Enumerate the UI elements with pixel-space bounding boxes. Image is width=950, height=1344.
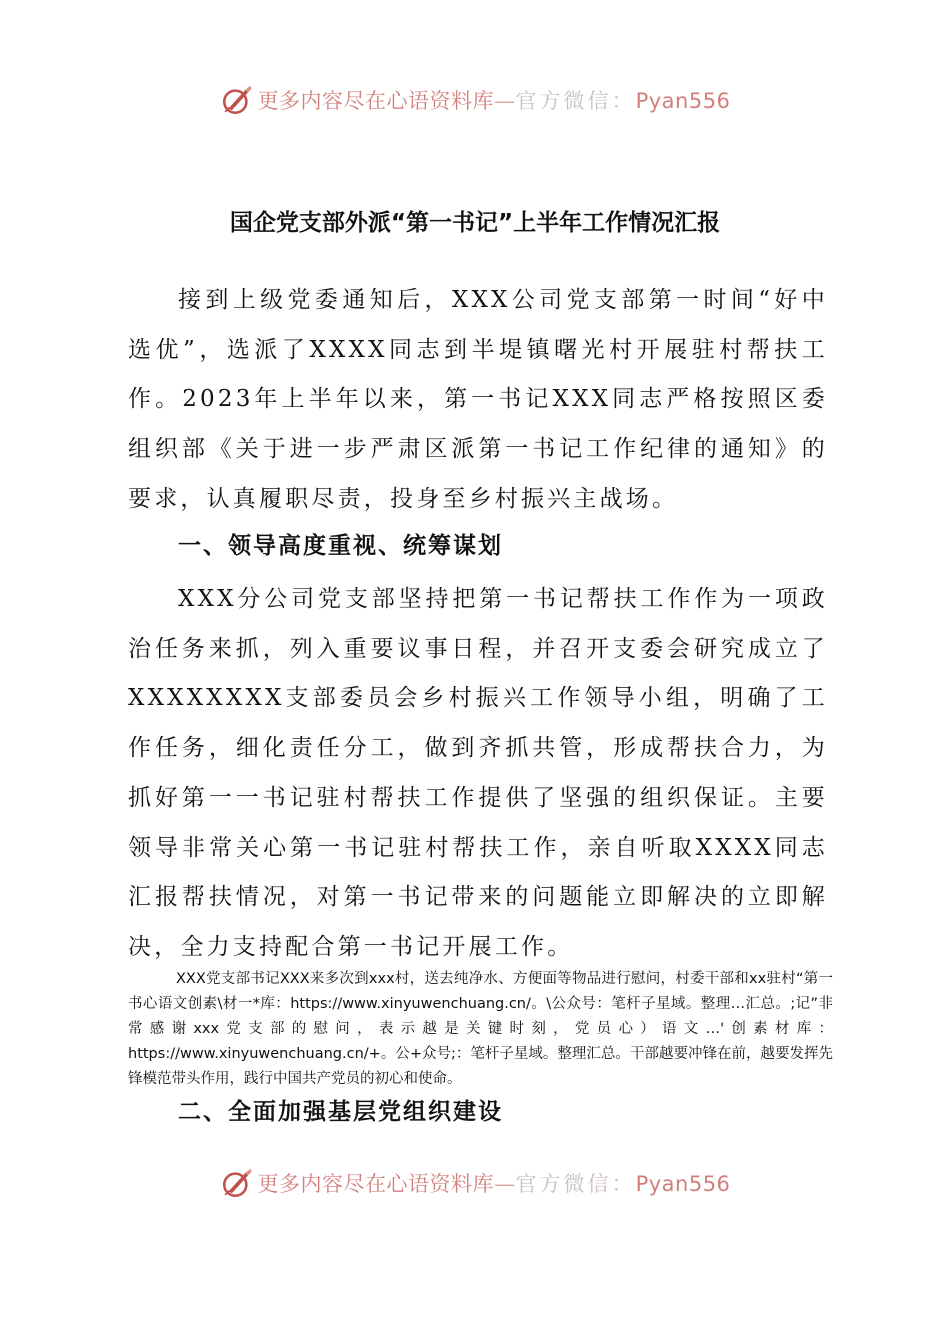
banner-separator: — — [494, 89, 516, 113]
banner-separator: — — [494, 1172, 516, 1196]
banner-text — [258, 85, 731, 115]
document-title: 国企党支部外派“第一书记”上半年工作情况汇报 — [229, 210, 721, 236]
section-heading-2: 二、全面加强基层党组织建设 — [178, 1099, 503, 1125]
banner-official-label: 官方微信： — [515, 89, 636, 113]
small-print-paragraph: XXX党支部书记XXX来多次到xxx村，送去纯净水、方便面等物品进行慰问，村委干部和xx驻村“第一书心语文创素\材一*库：https://www.xinyuwenchuang.cn/。\公众号：笔杆子星域。整理…汇总。;记”非常感谢xxx党支部的慰问，表示越是关键时刻，党员心）语文…'创素材库：https://www.xinyuwenchuang.cn/+。公+众号;：笔杆子星域。整理汇总。干部越要冲锋在前，越要发挥先锋模范带头作用，践行中国共产党员的初心和使命。 — [128, 971, 833, 1087]
header-banner — [0, 80, 950, 120]
quill-pen-logo-icon — [220, 83, 254, 117]
banner-wechat-id: Pyan556 — [635, 89, 731, 113]
banner-text — [258, 1168, 731, 1198]
footer-banner — [0, 1163, 950, 1203]
quill-pen-logo-icon — [220, 1166, 254, 1200]
banner-wechat-id: Pyan556 — [635, 1172, 731, 1196]
banner-official-label: 官方微信： — [515, 1172, 636, 1196]
banner-slogan: 更多内容尽在心语资料库 — [257, 1172, 495, 1196]
body-paragraph-2: XXX分公司党支部坚持把第一书记帮扶工作作为一项政治任务来抓，列入重要议事日程，并召开支委会研究成立了XXXXXXXX支部委员会乡村振兴工作领导小组，明确了工作任务，细化责任分工，做到齐抓共管，形成帮扶合力，为抓好第一一书记驻村帮扶工作提供了坚强的组织保证。主要领导非常关心第一书记驻村帮扶工作，亲自听取XXXX同志汇报帮扶情况，对第一书记带来的问题能立即解决的立即解决，全力支持配合第一书记开展工作。 — [128, 586, 828, 960]
section-heading-1: 一、领导高度重视、统筹谋划 — [178, 533, 503, 559]
body-paragraph-1: 接到上级党委通知后，XXX公司党支部第一时间“好中选优”，选派了XXXX同志到半堤镇曙光村开展驻村帮扶工作。2023年上半年以来，第一书记XXX同志严格按照区委组织部《关于进一步严肃区派第一书记工作纪律的通知》的要求，认真履职尽责，投身至乡村振兴主战场。 — [128, 287, 828, 512]
banner-slogan: 更多内容尽在心语资料库 — [257, 89, 495, 113]
